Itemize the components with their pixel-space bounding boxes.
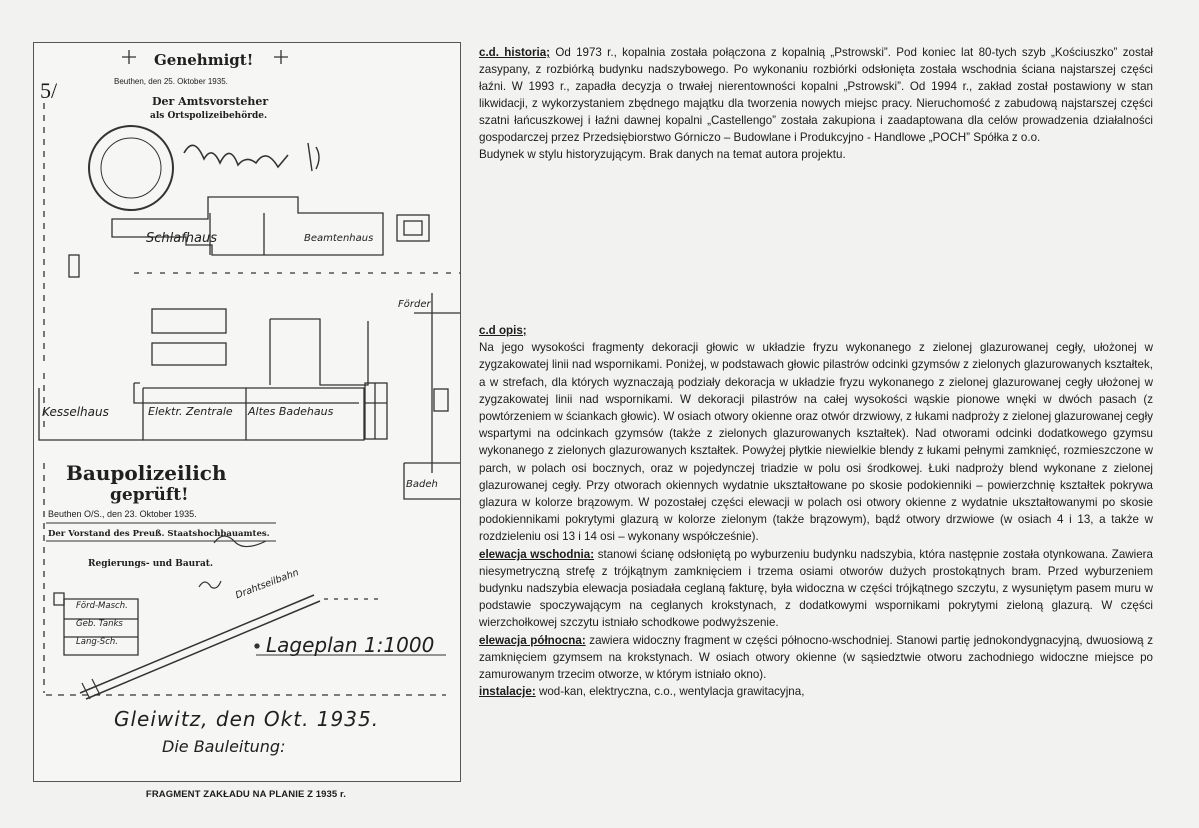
plan-lageplan: Lageplan 1:1000	[266, 633, 435, 657]
opis-body: Na jego wysokości fragmenty dekoracji głowic w układzie fryzu wykonanego z zielonej glazurowanej cegły, ułożonej w zygzakowatej linii nad wspornikami. Poniżej, w podstawach głowic pilastrów odcinki gzymsów z zielonych glazurowanych kształtek, a w strefach, dla których wyznaczają podziały dekoracja w układzie fryzu wykonanego z zielonej glazurowanej cegły ułożonej w zygzakowatej linii nad wspornikami. W dekoracji pilastrów na całej wysokości wąskie pionowe wnęki w dwóch pasach (z powtórzeniem w ściankach głowic). W osiach otwory okienne oraz otwór drzwiowy, z łukami nadproży z zielonej glazurowanej cegły wspartymi na odcinkach gzymsów (także z zielonych glazurowanych kształtek). Nad otworami odcinki dodatkowego gzymsu wykonanego z zielonych glazurowanych kształtek. Powyżej płytkie niewielkie blendy z łukami pełnymi zamknięć, rozmieszczone w parch, w polach osi bocznych, oraz w pojedynczej triadzie w polu osi środkowej. Łuki nadproży blend wykonane z zielonej glazurowanej cegły. Przy otworach okiennych wydatnie ukształtowane po skosie podokienniki – powierzchnię kształtek pokrywa glazura w kolorze brązowym. W pozostałej części elewacji w polach osi otwory okienne z wydatnie ukształtowanymi po skosie podokiennikami pokrytymi glazurą w kolorze zielonym (także brązowym), bądź otwory drzwiowe (w osiach 4 i 13, a także w rozdzieleniu osi 13 i 14 osi – wykonany współcześnie).	[479, 341, 1153, 544]
elewacja-wschodnia-body: stanowi ścianę odsłoniętą po wyburzeniu budynku nadszybia, która następnie została otynkowana. Zawiera niesymetryczną strefę z trójkątnym zamknięciem i trzema osiami otworów dużych prostokątnych bram. Przed wyburzeniem budynku nadszybia elewacja posiadała ceglaną fakturę, była widoczna w części trójkątnego szczytu, z wysuniętym pasem muru w podstawie spoczywającym na ceglanych krokstynach, z dodatkowymi wspornikami pokrytymi zieloną glazurą. W części wierzchołkowej szczytu istniało schodkowe podwyższenie.	[479, 547, 1153, 630]
instalacje-body: wod-kan, elektryczna, c.o., wentylacja grawitacyjna,	[535, 685, 805, 699]
plan-label-beamtenhaus: Beamtenhaus	[304, 233, 374, 244]
plan-bauleitung: Die Bauleitung:	[162, 737, 286, 756]
historia-heading: c.d. historia;	[479, 46, 551, 59]
plan-scan	[33, 42, 461, 782]
plan-label-geb-tanks: Geb. Tanks	[76, 619, 123, 629]
historia-section	[479, 44, 1153, 163]
elewacja-wschodnia-paragraph	[479, 546, 1153, 632]
stamp-approved-title: Genehmigt!	[154, 51, 254, 69]
opis-heading: c.d opis;	[479, 324, 527, 337]
plan-label-ford-masch: Förd-Masch.	[76, 601, 128, 611]
plan-label-forder: Förder	[398, 299, 431, 310]
historia-body: Od 1973 r., kopalnia została połączona z kopalnią „Pstrowski”. Pod koniec lat 80-tych szyb „Kościuszko” został zasypany, z rozbiórką budynku nadszybowego. Po wykonaniu rozbiórki odsłonięta została wschodnia ściana najstarszej części łaźni. W 1993 r., zapadła decyzja o trwałej nierentowności kopalni „Pstrowski”. Od 1994 r., zakład został postawiony w stan likwidacji, z wykorzystaniem zbędnego majątku dla tworzenia nowych miejsc pracy. Nieruchomość z zabudową najstarszej części szatni łańcuszkowej i łaźni dawnej kopalni „Castellengo” została zakupiona i zaadaptowana dla celów prowadzenia działalności gospodarczej przez Przedsiębiorstwo Górniczo – Budowlane i Produkcyjno - Handlowe „POCH” Spółka z o.o.	[479, 46, 1153, 144]
figure-caption: FRAGMENT ZAKŁADU NA PLANIE Z 1935 r.	[145, 789, 347, 800]
plan-label-schlafhaus: Schlafhaus	[146, 231, 218, 246]
stamp-police-title: Baupolizeilich	[66, 461, 227, 485]
plan-label-drahtseilbahn: Drahtseilbahn	[234, 567, 301, 602]
stamp-approved-line2: Der Amtsvorsteher	[152, 95, 269, 108]
stamp-approved-line3: als Ortspolizeibehörde.	[150, 111, 268, 121]
side-mark: 5/	[40, 78, 58, 103]
elewacja-polnocna-paragraph	[479, 632, 1153, 684]
stamp-police-subtitle: geprüft!	[110, 485, 189, 505]
plan-label-badehaus: Badeh	[406, 479, 438, 490]
plan-place-date: Gleiwitz, den Okt. 1935.	[114, 707, 380, 731]
stamp-police-date: Beuthen O/S., den 23. Oktober 1935.	[48, 509, 197, 519]
elewacja-wschodnia-heading: elewacja wschodnia:	[479, 547, 595, 561]
plan-label-altes-badehaus: Altes Badehaus	[248, 405, 334, 418]
plan-label-elektr-zentrale: Elektr. Zentrale	[148, 405, 233, 418]
historia-paragraph	[479, 44, 1153, 146]
plan-label-kesselhaus: Kesselhaus	[42, 405, 109, 419]
historia-note: Budynek w stylu historyzującym. Brak danych na temat autora projektu.	[479, 148, 846, 161]
stamp-approved-line1: Beuthen, den 25. Oktober 1935.	[114, 77, 228, 86]
stamp-police-office: Der Vorstand des Preuß. Staatshochbauamtes.	[48, 529, 270, 539]
plan-label-lang-sch: Lang-Sch.	[76, 637, 118, 647]
stamp-police-rank: Regierungs- und Baurat.	[88, 559, 214, 569]
opis-section	[479, 322, 1153, 700]
instalacje-heading: instalacje:	[479, 685, 536, 699]
elewacja-polnocna-heading: elewacja północna:	[479, 633, 586, 647]
elewacja-polnocna-body: zawiera widoczny fragment w części północno-wschodniej. Stanowi partię jednokondygnacyjną, dwuosiową z zamknięciem gzymsem na krokstynach. W osiach otwory okienne (w sąsiedztwie otworu zachodniego widoczne miejsce po zamurowanym trzecim otworze, w którym istniało okno).	[479, 633, 1153, 682]
instalacje-paragraph	[479, 683, 1153, 700]
